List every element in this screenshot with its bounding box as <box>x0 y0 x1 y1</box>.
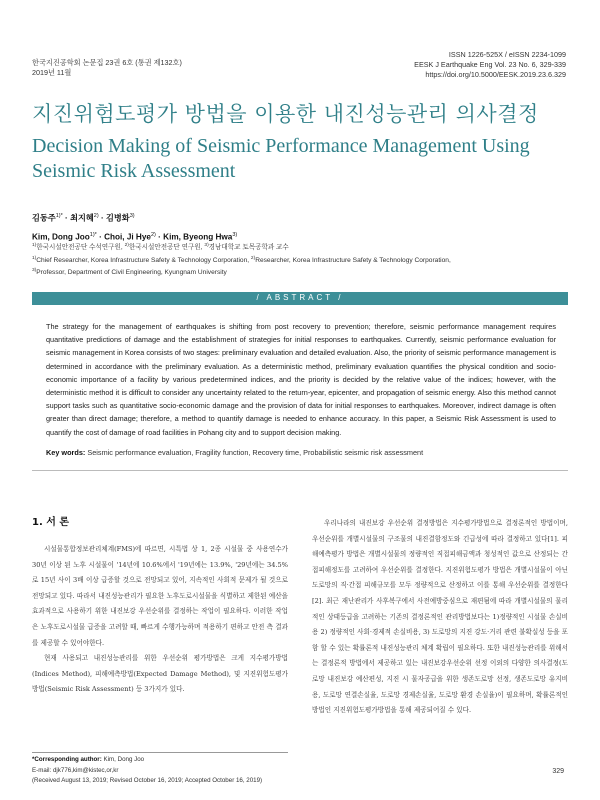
issue-date-ko: 2019년 11월 <box>32 68 72 77</box>
author-3-en-mark: 3) <box>232 231 238 238</box>
affiliation-text: Professor, Department of Civil Engineering, Kyungnam University <box>36 269 227 277</box>
author-3-ko-mark: 3) <box>129 213 135 219</box>
corresponding-author <box>32 755 292 766</box>
author-separator: · <box>99 232 102 242</box>
journal-name-ko: 한국지진공학회 논문집 23권 6호 (통권 제132호) <box>32 58 182 67</box>
author-2-en-mark: 2) <box>150 231 156 238</box>
author-2-ko: 최지혜 <box>70 213 94 223</box>
author-1-en-mark: 1)* <box>89 231 97 238</box>
paragraph: 시설물통합정보관리체계(FMS)에 따르면, 시특법 상 1, 2종 시설물 중 사용연수가 30년 이상 된 노후 시설물이 '14년에 10.6%에서 '19년에는 13.9%, '29년에는 34.5%로 15년 사이 3배 이상 급증할 것으로 전망되고 있어, 지속적인 사회적 문제가 될 것으로 전망되고 있다. 따라서 내진성능관리가 필요한 노후도로시설물을 식별하고 제한된 예산을 효과적으로 사용하기 위한 내진보강 우선순위를 결정하는 작업이 필요하다. 이러한 작업은 노후도로시설물 급증을 고려할 때, 빠르게 수행가능하며 적용하기 편하고 안전 측 결과를 제공할 수 있어야한다. <box>32 545 288 647</box>
title-korean: 지진위험도평가 방법을 이용한 내진성능관리 의사결정 <box>32 102 539 126</box>
section-divider <box>32 470 568 471</box>
author-separator: · <box>158 232 161 242</box>
paragraph: 현재 사용되고 내진성능관리를 위한 우선순위 평가방법은 크게 지수평가방법(Indices Method), 피해예측방법(Expected Damage Method), 및 지진위험도평가방법(Seismic Risk Assessment) 등 3가지가 있다. <box>32 654 288 694</box>
title-english: Decision Making of Seismic Performance Management Using Seismic Risk Assessment <box>32 135 530 182</box>
section-1-title: 1. 서 론 <box>32 517 70 528</box>
page-number: 329 <box>552 768 564 775</box>
journal-header-left <box>32 58 182 78</box>
keywords-label: Key words: <box>46 448 86 457</box>
footnote-divider <box>32 752 288 753</box>
author-list-korean <box>32 208 237 227</box>
affiliation-text: Chief Researcher, Korea Infrastructure Safety & Technology Corporation, <box>36 257 251 265</box>
affiliations-korean <box>32 241 289 251</box>
body-column-left <box>32 542 288 698</box>
author-separator: · <box>65 213 68 223</box>
affiliation-mark: 1) <box>32 256 37 261</box>
author-2-en: Choi, Ji Hye <box>104 232 151 242</box>
affiliation-mark: 3) <box>204 242 209 248</box>
corresponding-label: *Corresponding author: <box>32 756 102 763</box>
author-3-en: Kim, Byeong Hwa <box>163 232 233 242</box>
author-2-ko-mark: 2) <box>93 213 99 219</box>
abstract-header-bar <box>32 292 568 305</box>
corresponding-name: Kim, Dong Joo <box>101 756 145 763</box>
affiliation-text: 한국시설안전공단 수석연구원, <box>36 244 125 251</box>
body-column-right <box>312 516 568 719</box>
author-3-ko: 김병화 <box>105 213 130 223</box>
affiliation-mark: 2) <box>250 256 256 261</box>
keywords-text: Seismic performance evaluation, Fragility function, Recovery time, Probabilistic seismic risk assessment <box>85 448 424 457</box>
author-separator: · <box>100 213 104 223</box>
paragraph: 우리나라의 내진보강 우선순위 결정방법은 지수평가방법으로 결정론적인 방법이며, 우선순위를 개별시설물의 구조물의 내진결함정도와 긴급성에 따라 결정하고 있다[1]. 피해예측평가 방법은 개별시설물의 정량적인 직접피해금액과 청성적인 값으로 산정되는 간접피해정도를 고려하여 우선순위를 결정한다. 지진위험도평가 방법은 개별시설물이 아닌 도로망의 직·간접 피해규모를 모두 정량적으로 산정하고 이를 통해 우선순위를 결정한다[2]. 최근 재난관리가 사후복구에서 사전예방중심으로 재편됨에 따라 개별시설물의 물리적인 상태등급을 고려하는 기존의 결정론적인 관리방법보다는 1)정량적인 시설물 손실비용 2) 정량적인 사회·경제적 손실비용, 3) 도로망의 지진 강도·거리 관련 불확실성 등을 포함 할 수 있는 확률론적 내진성능관리 체계 확립이 필요하다. 또한 내진성능관리를 위해서는 결정론적 방법에서 제공하고 있는 내진보강우선순위 선정 이외의 다양한 의사결정(도로망 내진보강 예산편성, 지진 시 물자공급을 위한 생존도로망 선정, 생존도로망 유지비용, 도로망 연결손실율, 도로망 경제손실율, 도로망 환경 손실율)이 필요하며, 확률론적인 방법인 지진위험도평가방법을 통해 제공되어질 수 있다. <box>312 519 568 715</box>
affiliation-mark: 2) <box>124 242 129 248</box>
abstract-label: / ABSTRACT / <box>256 293 344 302</box>
doi-link[interactable]: https://doi.org/10.5000/EESK.2019.23.6.329 <box>425 70 566 79</box>
affiliation-text: 한국시설안전공단 연구원, <box>128 244 205 251</box>
journal-header-right <box>414 50 566 80</box>
journal-name-en: EESK J Earthquake Eng Vol. 23 No. 6, 329-339 <box>414 60 566 69</box>
author-1-en: Kim, Dong Joo <box>32 232 90 242</box>
affiliation-text: 경남대학교 토목공학과 교수 <box>208 244 289 251</box>
email: E-mail: djk776,kim@kistec,or,kr <box>32 766 119 774</box>
affiliations-english <box>32 254 572 278</box>
author-1-ko: 김동주 <box>32 213 56 223</box>
footnote <box>32 755 292 787</box>
author-1-ko-mark: 1)* <box>55 213 63 219</box>
keywords <box>46 448 556 457</box>
affiliation-mark: 3) <box>32 268 37 274</box>
issn: ISSN 1226-525X / eISSN 2234-1099 <box>448 50 566 59</box>
affiliation-mark: 1) <box>32 242 37 248</box>
author-list <box>32 208 237 245</box>
affiliation-text: Researcher, Korea Infrastructure Safety & Technology Corporation, <box>255 257 451 265</box>
abstract-text: The strategy for the management of earthquakes is shifting from post recovery to prevention; therefore, seismic performance management requires quantitative predictions of damage and the establishment of strategies for initial responses to earthquakes. Currently, seismic performance evaluation for seismic management in Korea consists of two stages: preliminary evaluation and detailed evaluation. Also, the priority of seismic performance management is determined in accordance with the preliminary evaluation. As a deterministic method, preliminary evaluation quantifies the physical condition and socio-economic importance of a facility by various predetermined indices, and the priority is decided by the relative value of the indices; however, with the deterministic method it is difficult to consider any uncertainty related to the return-year, epicenter, and propagation of seismic energy. Also this method cannot support tasks such as quantitative socio-economic damage and the provision of data for initial responses to earthquakes. Moreover, indirect damage is often greater than direct damage; therefore, a method to quantify damage is needed to enhance accuracy. In this paper, a Seismic Risk Assessment is used to quantify the cost of damage of road facilities in Pohang city and to support decision making. <box>46 322 556 437</box>
received-dates: (Received August 13, 2019; Revised October 16, 2019; Accepted October 16, 2019) <box>32 777 263 784</box>
